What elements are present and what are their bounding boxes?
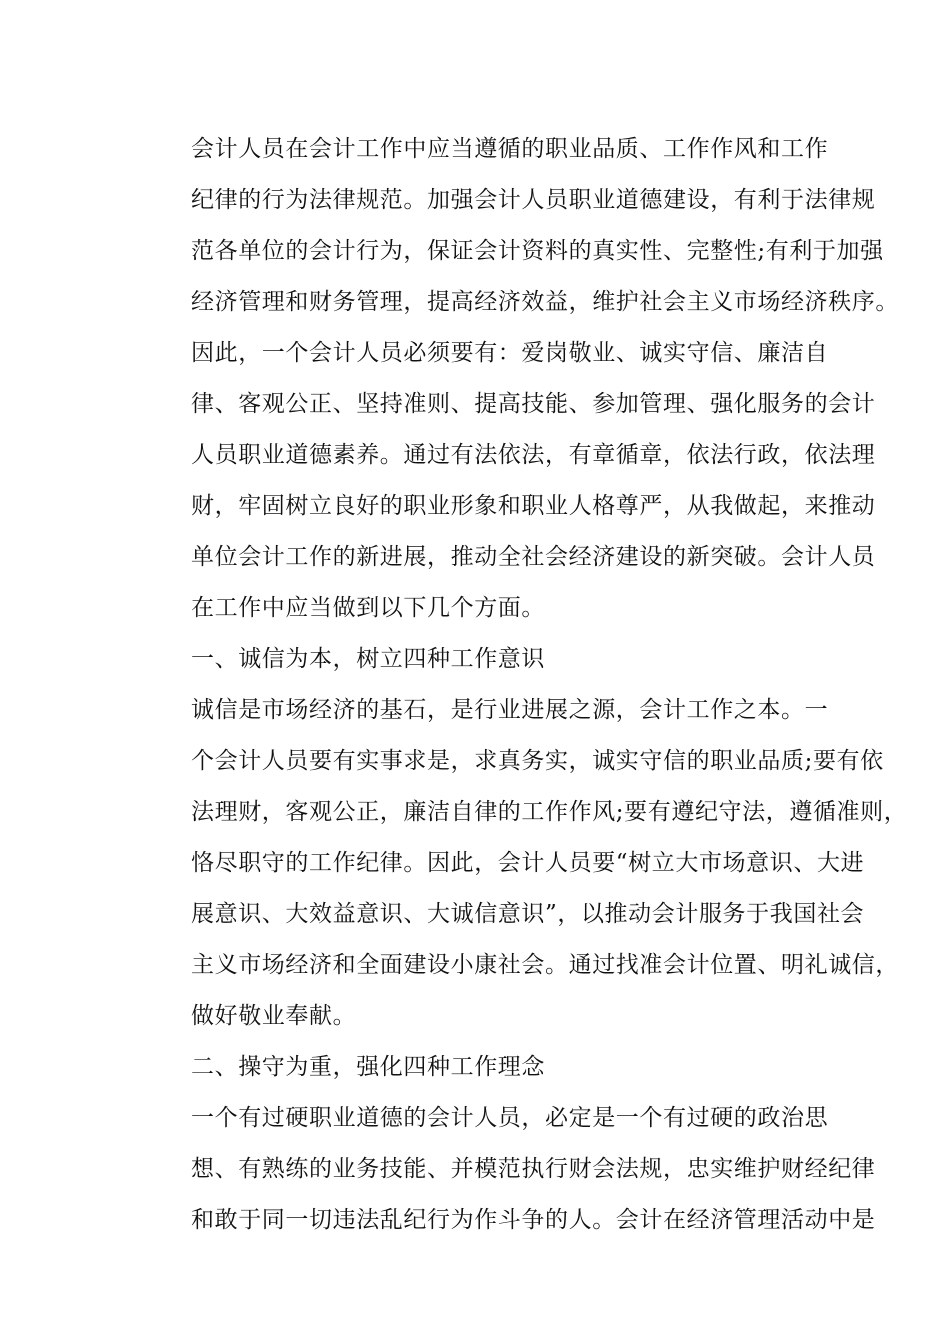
text-line: 做好敬业奉献。 (191, 1003, 357, 1029)
text-line: 二、操守为重，强化四种工作理念 (191, 1054, 545, 1080)
text-line: 一个有过硬职业道德的会计人员，必定是一个有过硬的政治思 (191, 1105, 829, 1131)
text-line: 律、客观公正、坚持准则、提高技能、参加管理、强化服务的会计 (191, 391, 876, 417)
text-line: 财，牢固树立良好的职业形象和职业人格尊严，从我做起，来推动 (191, 493, 876, 519)
text-line: 人员职业道德素养。通过有法依法，有章循章，依法行政，依法理 (191, 442, 876, 468)
text-line: 个会计人员要有实事求是，求真务实，诚实守信的职业品质;要有依 (191, 748, 884, 774)
text-line: 展意识、大效益意识、大诚信意识”，以推动会计服务于我国社会 (191, 901, 865, 927)
text-line: 纪律的行为法律规范。加强会计人员职业道德建设，有利于法律规 (191, 187, 876, 213)
text-line: 恪尽职守的工作纪律。因此，会计人员要“树立大市场意识、大进 (191, 850, 865, 876)
text-line: 单位会计工作的新进展，推动全社会经济建设的新突破。会计人员 (191, 544, 876, 570)
body-paragraph (145, 685, 908, 1042)
body-paragraph (145, 328, 876, 634)
text-line: 法理财，客观公正，廉洁自律的工作作风;要有遵纪守法，遵循准则， (191, 799, 908, 825)
text-line: 会计人员在会计工作中应当遵循的职业品质、工作作风和工作 (191, 136, 829, 162)
text-line: 和敢于同一切违法乱纪行为作斗争的人。会计在经济管理活动中是 (191, 1207, 876, 1233)
text-line: 一、诚信为本，树立四种工作意识 (191, 646, 545, 672)
body-paragraph (145, 1093, 876, 1246)
text-line: 经济管理和财务管理，提高经济效益，维护社会主义市场经济秩序。 (191, 289, 899, 315)
body-paragraph (145, 124, 899, 328)
document-body (145, 124, 908, 1246)
text-line: 主义市场经济和全面建设小康社会。通过找准会计位置、明礼诚信， (191, 952, 899, 978)
section-heading (145, 1042, 810, 1093)
text-line: 诚信是市场经济的基石，是行业进展之源，会计工作之本。一 (191, 697, 829, 723)
text-line: 范各单位的会计行为，保证会计资料的真实性、完整性;有利于加强 (191, 238, 884, 264)
text-line: 在工作中应当做到以下几个方面。 (191, 595, 545, 621)
text-line: 想、有熟练的业务技能、并模范执行财会法规，忠实维护财经纪律 (191, 1156, 876, 1182)
text-line: 因此，一个会计人员必须要有：爱岗敬业、诚实守信、廉洁自 (191, 340, 829, 366)
section-heading (145, 634, 810, 685)
